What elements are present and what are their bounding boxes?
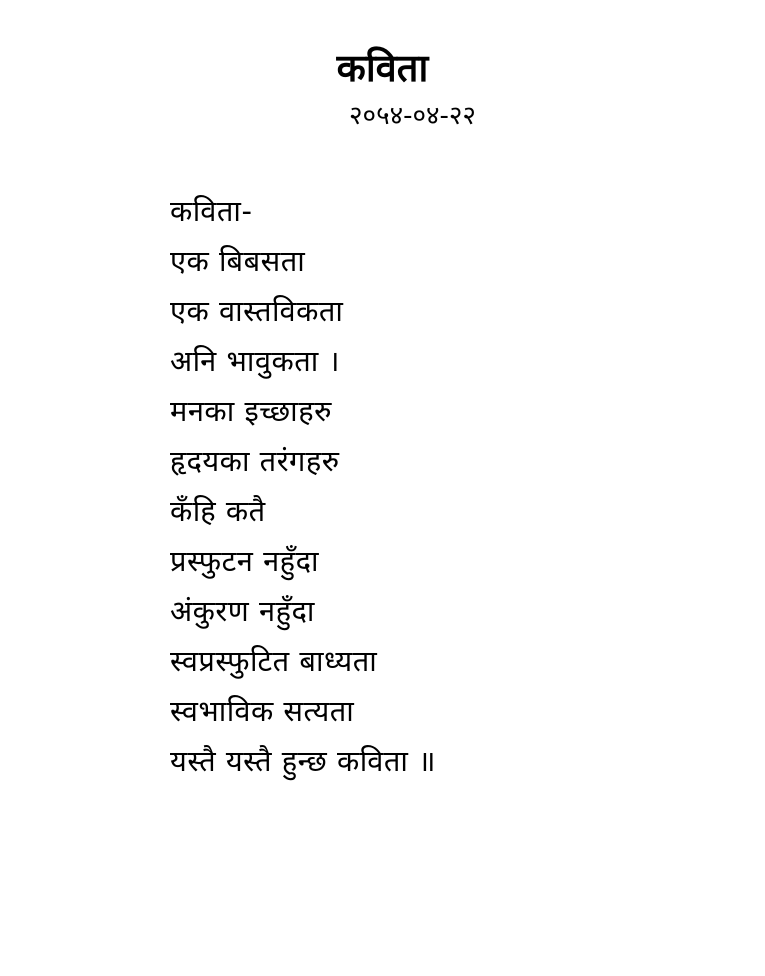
poem-line: कँहि कतै	[170, 494, 266, 528]
poem-line: अनि भावुकता ।	[170, 344, 341, 378]
poem-line: स्वभाविक सत्यता	[170, 694, 355, 728]
poem-line: यस्तै यस्तै हुन्छ कविता ॥	[170, 744, 436, 778]
poem-line: मनका इच्छाहरु	[170, 394, 332, 428]
page-title: कविता	[336, 46, 429, 90]
poem-line: एक वास्तविकता	[170, 294, 344, 328]
poem-body	[170, 186, 730, 786]
poem-date: २०५४-०४-२२	[349, 100, 476, 131]
poem-line: कविता-	[170, 194, 253, 228]
poem-line: अंकुरण नहुँदा	[170, 594, 315, 628]
poem-line: प्रस्फुटन नहुँदा	[170, 544, 319, 578]
poem-line: एक बिबसता	[170, 244, 306, 278]
poem-line: हृदयका तरंगहरु	[170, 444, 340, 478]
poem-line: स्वप्रस्फुटित बाध्यता	[170, 644, 378, 678]
